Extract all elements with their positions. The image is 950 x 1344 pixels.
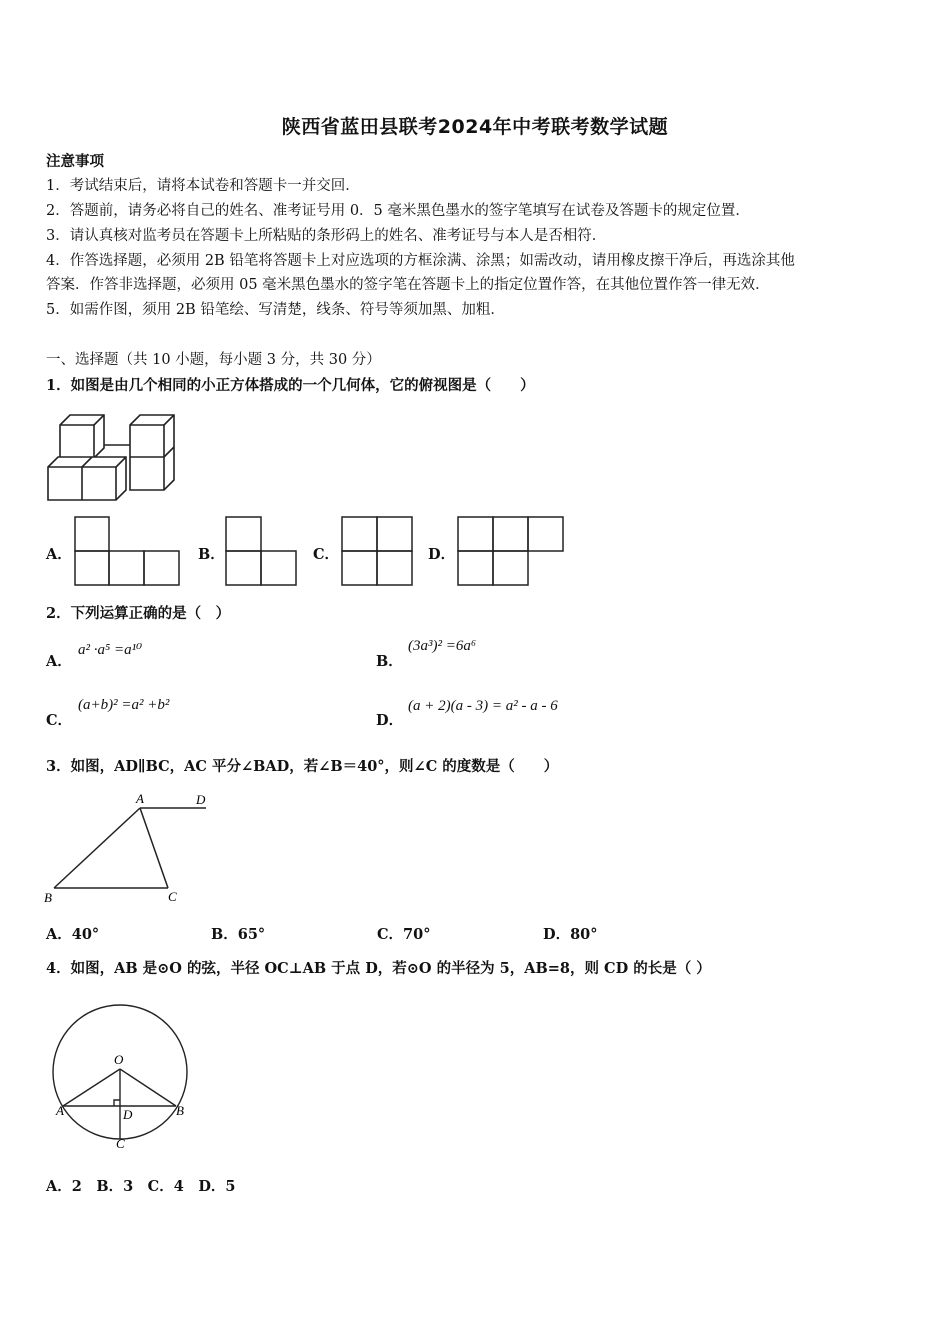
q4-label-a: A	[56, 1103, 64, 1118]
q1-option-b-label: B．	[198, 546, 225, 563]
q3-option-d[interactable]: D．80°	[543, 926, 598, 943]
q3-option-a[interactable]: A．40°	[46, 926, 100, 943]
q2-option-c-label: C．	[46, 712, 73, 729]
question-1-stem: 1．如图是由几个相同的小正方体搭成的一个几何体，它的俯视图是（ ）	[46, 377, 535, 394]
q3-label-c: C	[168, 889, 177, 904]
question-3-stem: 3．如图，AD∥BC，AC 平分∠BAD，若∠B＝40°，则∠C 的度数是（ ）	[46, 758, 559, 775]
q1-solid-figure	[46, 410, 178, 502]
q2-option-a-label: A．	[46, 653, 72, 670]
q2-option-c-formula: (a+b)² =a² +b²	[78, 697, 170, 713]
notice-heading: 注意事项	[46, 153, 104, 170]
q1-option-c-label: C．	[313, 546, 340, 563]
q4-label-b: B	[176, 1103, 184, 1118]
notice-item-3: 3．请认真核对监考员在答题卡上所粘贴的条形码上的姓名、准考证号与本人是否相符．	[46, 228, 607, 244]
q2-option-d-label: D．	[376, 712, 404, 729]
question-4-stem: 4．如图，AB 是⊙O 的弦，半径 OC⊥AB 于点 D，若⊙O 的半径为 5，AB=8，则 CD 的长是（ ）	[46, 960, 711, 977]
q3-label-b: B	[44, 890, 52, 905]
q1-option-d-label: D．	[428, 546, 456, 563]
q3-label-d: D	[196, 792, 206, 807]
notice-item-5: 5．如需作图，须用 2B 铅笔绘、写清楚，线条、符号等须加黑、加粗．	[46, 302, 505, 318]
q2-option-d-formula: (a + 2)(a - 3) = a² - a - 6	[408, 698, 558, 714]
q1-option-b-figure[interactable]	[225, 516, 297, 586]
section-heading: 一、选择题（共 10 小题，每小题 3 分，共 30 分）	[46, 352, 381, 368]
q3-option-c[interactable]: C．70°	[377, 926, 431, 943]
q4-label-d: D	[123, 1107, 133, 1122]
q3-label-a: A	[136, 791, 144, 806]
q4-label-o: O	[114, 1052, 124, 1067]
q4-label-c: C	[116, 1136, 125, 1151]
q2-option-b-formula: (3a³)² =6a⁶	[408, 638, 477, 654]
notice-item-4: 4．作答选择题，必须用 2B 铅笔将答题卡上对应选项的方框涂满、涂黑；如需改动，请用橡皮擦干净后，再选涂其他	[46, 253, 795, 269]
page-title: 陕西省蓝田县联考2024年中考联考数学试题	[281, 116, 669, 138]
q1-option-d-figure[interactable]	[457, 516, 564, 586]
notice-item-1: 1．考试结束后，请将本试卷和答题卡一并交回．	[46, 178, 360, 194]
q4-circle-figure	[48, 996, 194, 1152]
notice-item-2: 2．答题前，请务必将自己的姓名、准考证号用 0．5 毫米黑色墨水的签字笔填写在试卷及答题卡的规定位置．	[46, 203, 750, 219]
q1-option-c-figure[interactable]	[341, 516, 413, 586]
q1-option-a-label: A．	[46, 546, 72, 563]
q2-option-a-formula: a² ·a⁵ =a¹⁰	[78, 642, 143, 658]
q1-option-a-figure[interactable]	[74, 516, 180, 586]
q3-option-b[interactable]: B．65°	[211, 926, 266, 943]
question-2-stem: 2．下列运算正确的是（ ）	[46, 605, 231, 622]
q4-options[interactable]: A．2 B．3 C．4 D．5	[46, 1178, 236, 1195]
q2-option-b-label: B．	[376, 653, 403, 670]
notice-item-4-cont: 答案．作答非选择题，必须用 05 毫米黑色墨水的签字笔在答题卡上的指定位置作答，在其他位置作答一律无效．	[46, 277, 770, 293]
q3-triangle-figure	[44, 790, 214, 908]
